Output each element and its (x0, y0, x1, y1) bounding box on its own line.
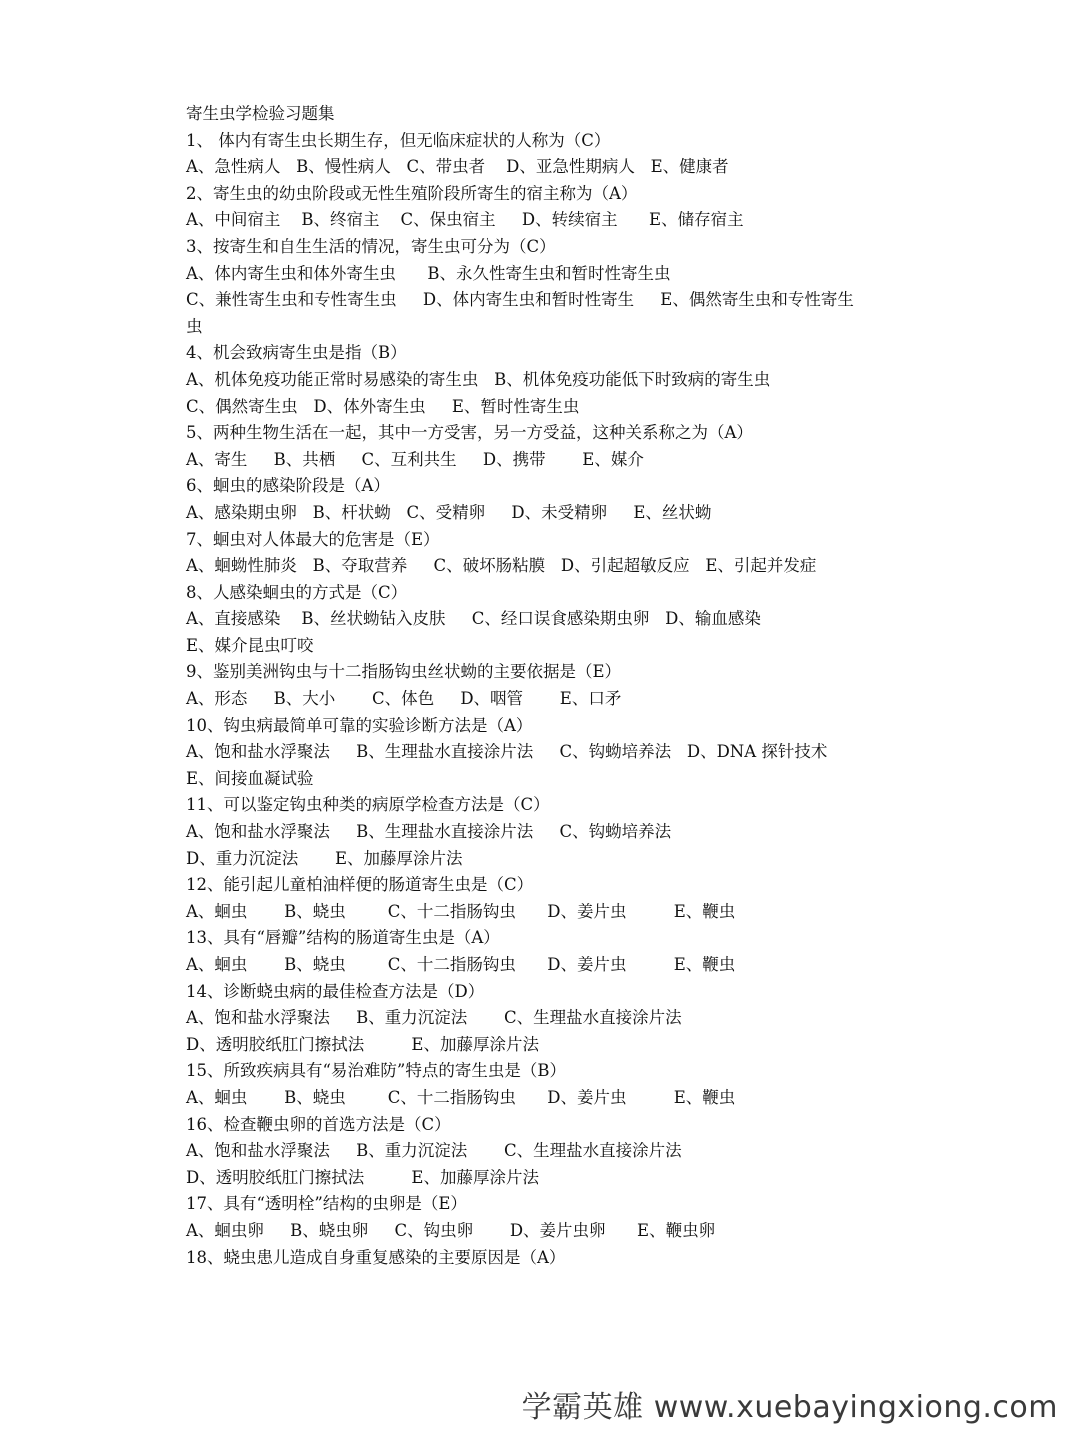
question-list (186, 128, 906, 1272)
text-line: 15、所致疾病具有“易治难防”特点的寄生虫是（B） (186, 1061, 566, 1081)
text-line: C、偶然寄生虫 D、体外寄生虫 E、暂时性寄生虫 (186, 396, 580, 416)
text-line: A、直接感染 B、丝状蚴钻入皮肤 C、经口误食感染期虫卵 D、输血感染 (186, 609, 761, 629)
text-line: 2、寄生虫的幼虫阶段或无性生殖阶段所寄生的宿主称为（A） (186, 183, 638, 203)
text-line: 3、按寄生和自生生活的情况，寄生虫可分为（C） (186, 236, 556, 256)
text-line: A、蛔虫 B、蛲虫 C、十二指肠钩虫 D、姜片虫 E、鞭虫 (186, 955, 736, 974)
text-line: A、蛔蚴性肺炎 B、夺取营养 C、破坏肠粘膜 D、引起超敏反应 E、引起并发症 (186, 556, 817, 576)
text-line: A、饱和盐水浮聚法 B、重力沉淀法 C、生理盐水直接涂片法 (186, 1008, 682, 1028)
text-line: A、形态 B、大小 C、体色 D、咽管 E、口矛 (186, 689, 622, 709)
text-line: A、机体免疫功能正常时易感染的寄生虫 B、机体免疫功能低下时致病的寄生虫 (186, 369, 771, 389)
text-line: 14、诊断蛲虫病的最佳检查方法是（D） (186, 981, 485, 1001)
text-line: 8、人感染蛔虫的方式是（C） (186, 582, 408, 602)
text-line: 虫 (186, 316, 203, 336)
text-line: 10、钩虫病最简单可靠的实验诊断方法是（A） (186, 715, 533, 735)
text-line: 1、 体内有寄生虫长期生存，但无临床症状的人称为（C） (186, 130, 611, 150)
text-line: A、寄生 B、共栖 C、互利共生 D、携带 E、媒介 (186, 449, 644, 469)
text-line: A、体内寄生虫和体外寄生虫 B、永久性寄生虫和暂时性寄生虫 (186, 263, 671, 283)
document-title: 寄生虫学检验习题集 (186, 104, 335, 123)
text-line: D、透明胶纸肛门擦拭法 E、加藤厚涂片法 (186, 1167, 539, 1187)
text-line: 6、蛔虫的感染阶段是（A） (186, 476, 390, 496)
text-line: 13、具有“唇瓣”结构的肠道寄生虫是（A） (186, 928, 500, 948)
text-line: E、间接血凝试验 (186, 768, 314, 788)
text-line: 9、鉴别美洲钩虫与十二指肠钩虫丝状蚴的主要依据是（E） (186, 662, 622, 682)
text-line: A、感染期虫卵 B、杆状蚴 C、受精卵 D、未受精卵 E、丝状蚴 (186, 502, 712, 522)
text-line: 7、蛔虫对人体最大的危害是（E） (186, 529, 440, 549)
site-watermark: 学霸英雄 www.xuebayingxiong.com (521, 1390, 1058, 1425)
text-line: A、饱和盐水浮聚法 B、重力沉淀法 C、生理盐水直接涂片法 (186, 1141, 682, 1161)
text-line: 17、具有“透明栓”结构的虫卵是（E） (186, 1194, 467, 1214)
text-line: 16、检查鞭虫卵的首选方法是（C） (186, 1114, 451, 1134)
text-line: A、急性病人 B、慢性病人 C、带虫者 D、亚急性期病人 E、健康者 (186, 157, 729, 177)
text-line: D、透明胶纸肛门擦拭法 E、加藤厚涂片法 (186, 1034, 539, 1054)
text-line: A、饱和盐水浮聚法 B、生理盐水直接涂片法 C、钩蚴培养法 D、DNA 探针技术 (186, 742, 828, 762)
text-line: 11、可以鉴定钩虫种类的病原学检查方法是（C） (186, 795, 550, 815)
text-line: D、重力沉淀法 E、加藤厚涂片法 (186, 848, 463, 868)
document-body (186, 101, 906, 1271)
text-line: E、媒介昆虫叮咬 (186, 635, 314, 655)
text-line: A、蛔虫卵 B、蛲虫卵 C、钩虫卵 D、姜片虫卵 E、鞭虫卵 (186, 1220, 716, 1240)
text-line: 5、两种生物生活在一起，其中一方受害，另一方受益，这种关系称之为（A） (186, 423, 753, 443)
text-line: 18、蛲虫患儿造成自身重复感染的主要原因是（A） (186, 1247, 566, 1267)
text-line: A、饱和盐水浮聚法 B、生理盐水直接涂片法 C、钩蚴培养法 (186, 822, 672, 842)
text-line: A、蛔虫 B、蛲虫 C、十二指肠钩虫 D、姜片虫 E、鞭虫 (186, 901, 736, 921)
text-line: C、兼性寄生虫和专性寄生虫 D、体内寄生虫和暂时性寄生 E、偶然寄生虫和专性寄生 (186, 290, 854, 310)
text-line: 12、能引起儿童柏油样便的肠道寄生虫是（C） (186, 875, 534, 895)
text-line: A、蛔虫 B、蛲虫 C、十二指肠钩虫 D、姜片虫 E、鞭虫 (186, 1087, 736, 1107)
text-line: 4、机会致病寄生虫是指（B） (186, 343, 407, 363)
text-line: A、中间宿主 B、终宿主 C、保虫宿主 D、转续宿主 E、储存宿主 (186, 210, 744, 230)
